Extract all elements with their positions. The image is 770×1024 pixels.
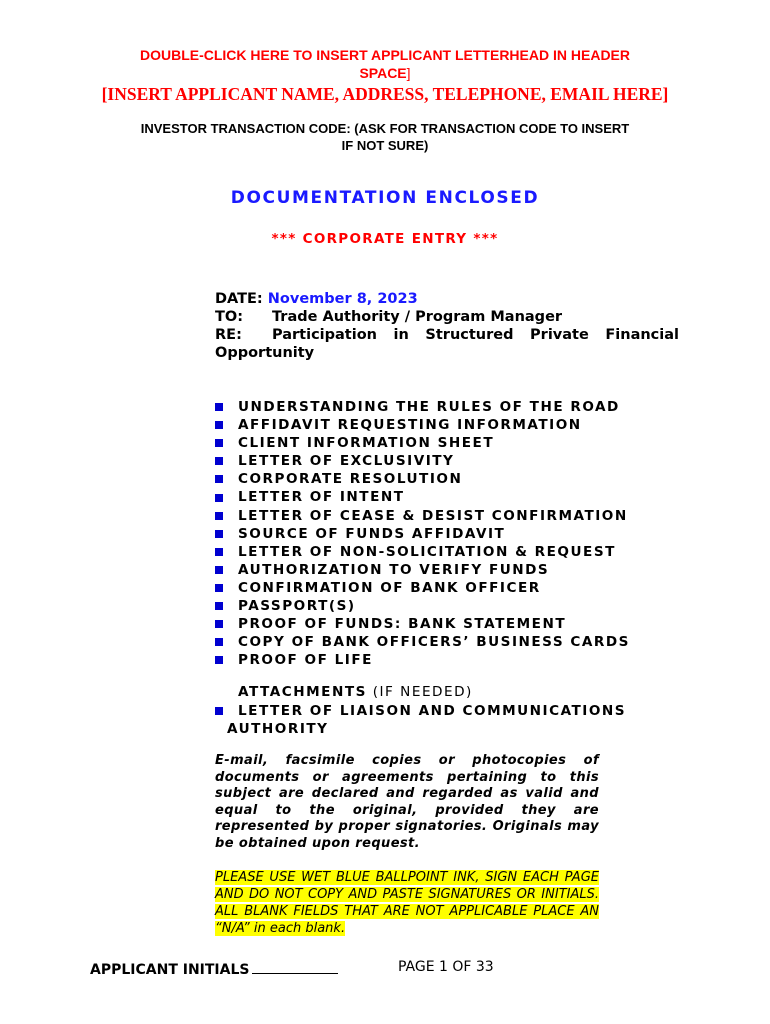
document-list-item-label: PROOF OF FUNDS: BANK STATEMENT xyxy=(238,616,567,633)
bullet-icon xyxy=(215,512,223,520)
document-list-item-label: AFFIDAVIT REQUESTING INFORMATION xyxy=(238,417,582,434)
bullet-icon xyxy=(215,421,223,429)
attachments-label: ATTACHMENTS xyxy=(238,684,367,700)
attachment-item-line-1 xyxy=(215,702,675,720)
bullet-icon xyxy=(215,638,223,646)
re-value: Participation in Structured Private Financial Opportunity xyxy=(215,327,679,361)
to-label: TO: xyxy=(215,309,244,325)
document-list-item xyxy=(215,597,630,615)
memo-re-row xyxy=(215,326,679,362)
document-list-item xyxy=(215,452,630,470)
bullet-icon xyxy=(215,620,223,628)
letterhead-line-2-text: SPACE xyxy=(359,65,407,81)
memo-to-row xyxy=(215,308,679,326)
document-list-item-label: CONFIRMATION OF BANK OFFICER xyxy=(238,579,541,596)
bullet-icon xyxy=(215,602,223,610)
document-list-item-label: LETTER OF NON-SOLICITATION & REQUEST xyxy=(238,543,616,560)
applicant-info-placeholder[interactable]: [INSERT APPLICANT NAME, ADDRESS, TELEPHONE, EMAIL HERE] xyxy=(101,84,669,104)
document-list-item xyxy=(215,525,630,543)
re-label: RE: xyxy=(215,327,242,343)
attachments-heading xyxy=(238,684,473,700)
document-list-item-label: COPY OF BANK OFFICERS’ BUSINESS CARDS xyxy=(238,634,630,651)
document-list-item xyxy=(215,398,630,416)
bullet-icon xyxy=(215,707,223,715)
disclaimer-paragraph: E-mail, facsimile copies or photocopies of documents or agreements pertaining to this subject are declared and regarded as valid and equal to the original, provided they are represented by proper signatories. Originals may be obtained upon request. xyxy=(215,753,599,851)
bullet-icon xyxy=(215,566,223,574)
document-list-item-label: CORPORATE RESOLUTION xyxy=(238,471,463,488)
letterhead-line-1: DOUBLE-CLICK HERE TO INSERT APPLICANT LETTERHEAD IN HEADER xyxy=(139,47,630,63)
document-list-item-label: SOURCE OF FUNDS AFFIDAVIT xyxy=(238,525,506,542)
bullet-icon xyxy=(215,584,223,592)
date-value: November 8, 2023 xyxy=(267,291,418,307)
bullet-icon xyxy=(215,494,223,502)
document-list-item xyxy=(215,434,630,452)
document-list-item xyxy=(215,488,630,506)
attachment-item-label: LETTER OF LIAISON AND COMMUNICATIONS xyxy=(238,703,627,719)
document-list-item xyxy=(215,615,630,633)
signing-instructions xyxy=(215,869,599,937)
enclosed-documents-list xyxy=(215,398,630,669)
document-list-item xyxy=(215,543,630,561)
attachment-item xyxy=(215,702,675,738)
highlighted-instructions: PLEASE USE WET BLUE BALLPOINT INK, SIGN EACH PAGE AND DO NOT COPY AND PASTE SIGNATURES OR INITIALS. ALL BLANK FIELDS THAT ARE NOT APPLICABLE PLACE AN “N/A” in each blank. xyxy=(215,870,599,936)
applicant-initials-label: APPLICANT INITIALS xyxy=(90,962,250,978)
page-number: PAGE 1 OF 33 xyxy=(398,959,494,975)
document-list-item-label: PASSPORT(S) xyxy=(238,598,356,615)
letterhead-line-2 xyxy=(80,64,690,82)
document-list-item xyxy=(215,633,630,651)
letterhead-bracket: ] xyxy=(406,65,411,81)
bullet-icon xyxy=(215,475,223,483)
document-list-item xyxy=(215,651,630,669)
document-list-item-label: LETTER OF CEASE & DESIST CONFIRMATION xyxy=(238,507,628,524)
attachment-item-line-2: AUTHORITY xyxy=(227,721,329,737)
document-list-item-label: CLIENT INFORMATION SHEET xyxy=(238,435,495,452)
bullet-icon xyxy=(215,656,223,664)
document-list-item-label: AUTHORIZATION TO VERIFY FUNDS xyxy=(238,561,550,578)
document-list-item-label: PROOF OF LIFE xyxy=(238,652,373,669)
page-title: DOCUMENTATION ENCLOSED xyxy=(230,188,540,208)
bullet-icon xyxy=(215,457,223,465)
document-list-item-label: LETTER OF EXCLUSIVITY xyxy=(238,453,455,470)
bullet-icon xyxy=(215,403,223,411)
bullet-icon xyxy=(215,439,223,447)
document-list-item xyxy=(215,579,630,597)
document-list-item xyxy=(215,507,630,525)
bullet-icon xyxy=(215,530,223,538)
transaction-code-line-1: INVESTOR TRANSACTION CODE: (ASK FOR TRANSACTION CODE TO INSERT xyxy=(140,121,630,136)
transaction-code-line-2: IF NOT SURE) xyxy=(341,138,429,153)
attachments-note: (IF NEEDED) xyxy=(372,684,473,700)
document-list-item-label: LETTER OF INTENT xyxy=(238,489,405,506)
applicant-initials-field[interactable] xyxy=(252,959,338,974)
memo-block xyxy=(215,290,679,362)
page-footer xyxy=(90,959,494,978)
transaction-code-line xyxy=(80,120,690,154)
bullet-icon xyxy=(215,548,223,556)
document-list-item xyxy=(215,470,630,488)
memo-date-row xyxy=(215,290,679,308)
date-label: DATE: xyxy=(215,291,263,307)
to-value: Trade Authority / Program Manager xyxy=(272,309,563,325)
document-list-item-label: UNDERSTANDING THE RULES OF THE ROAD xyxy=(238,399,620,415)
entry-type-subtitle: *** CORPORATE ENTRY *** xyxy=(271,231,499,247)
letterhead-placeholder[interactable] xyxy=(80,46,690,82)
document-list-item xyxy=(215,416,630,434)
document-list-item xyxy=(215,561,630,579)
